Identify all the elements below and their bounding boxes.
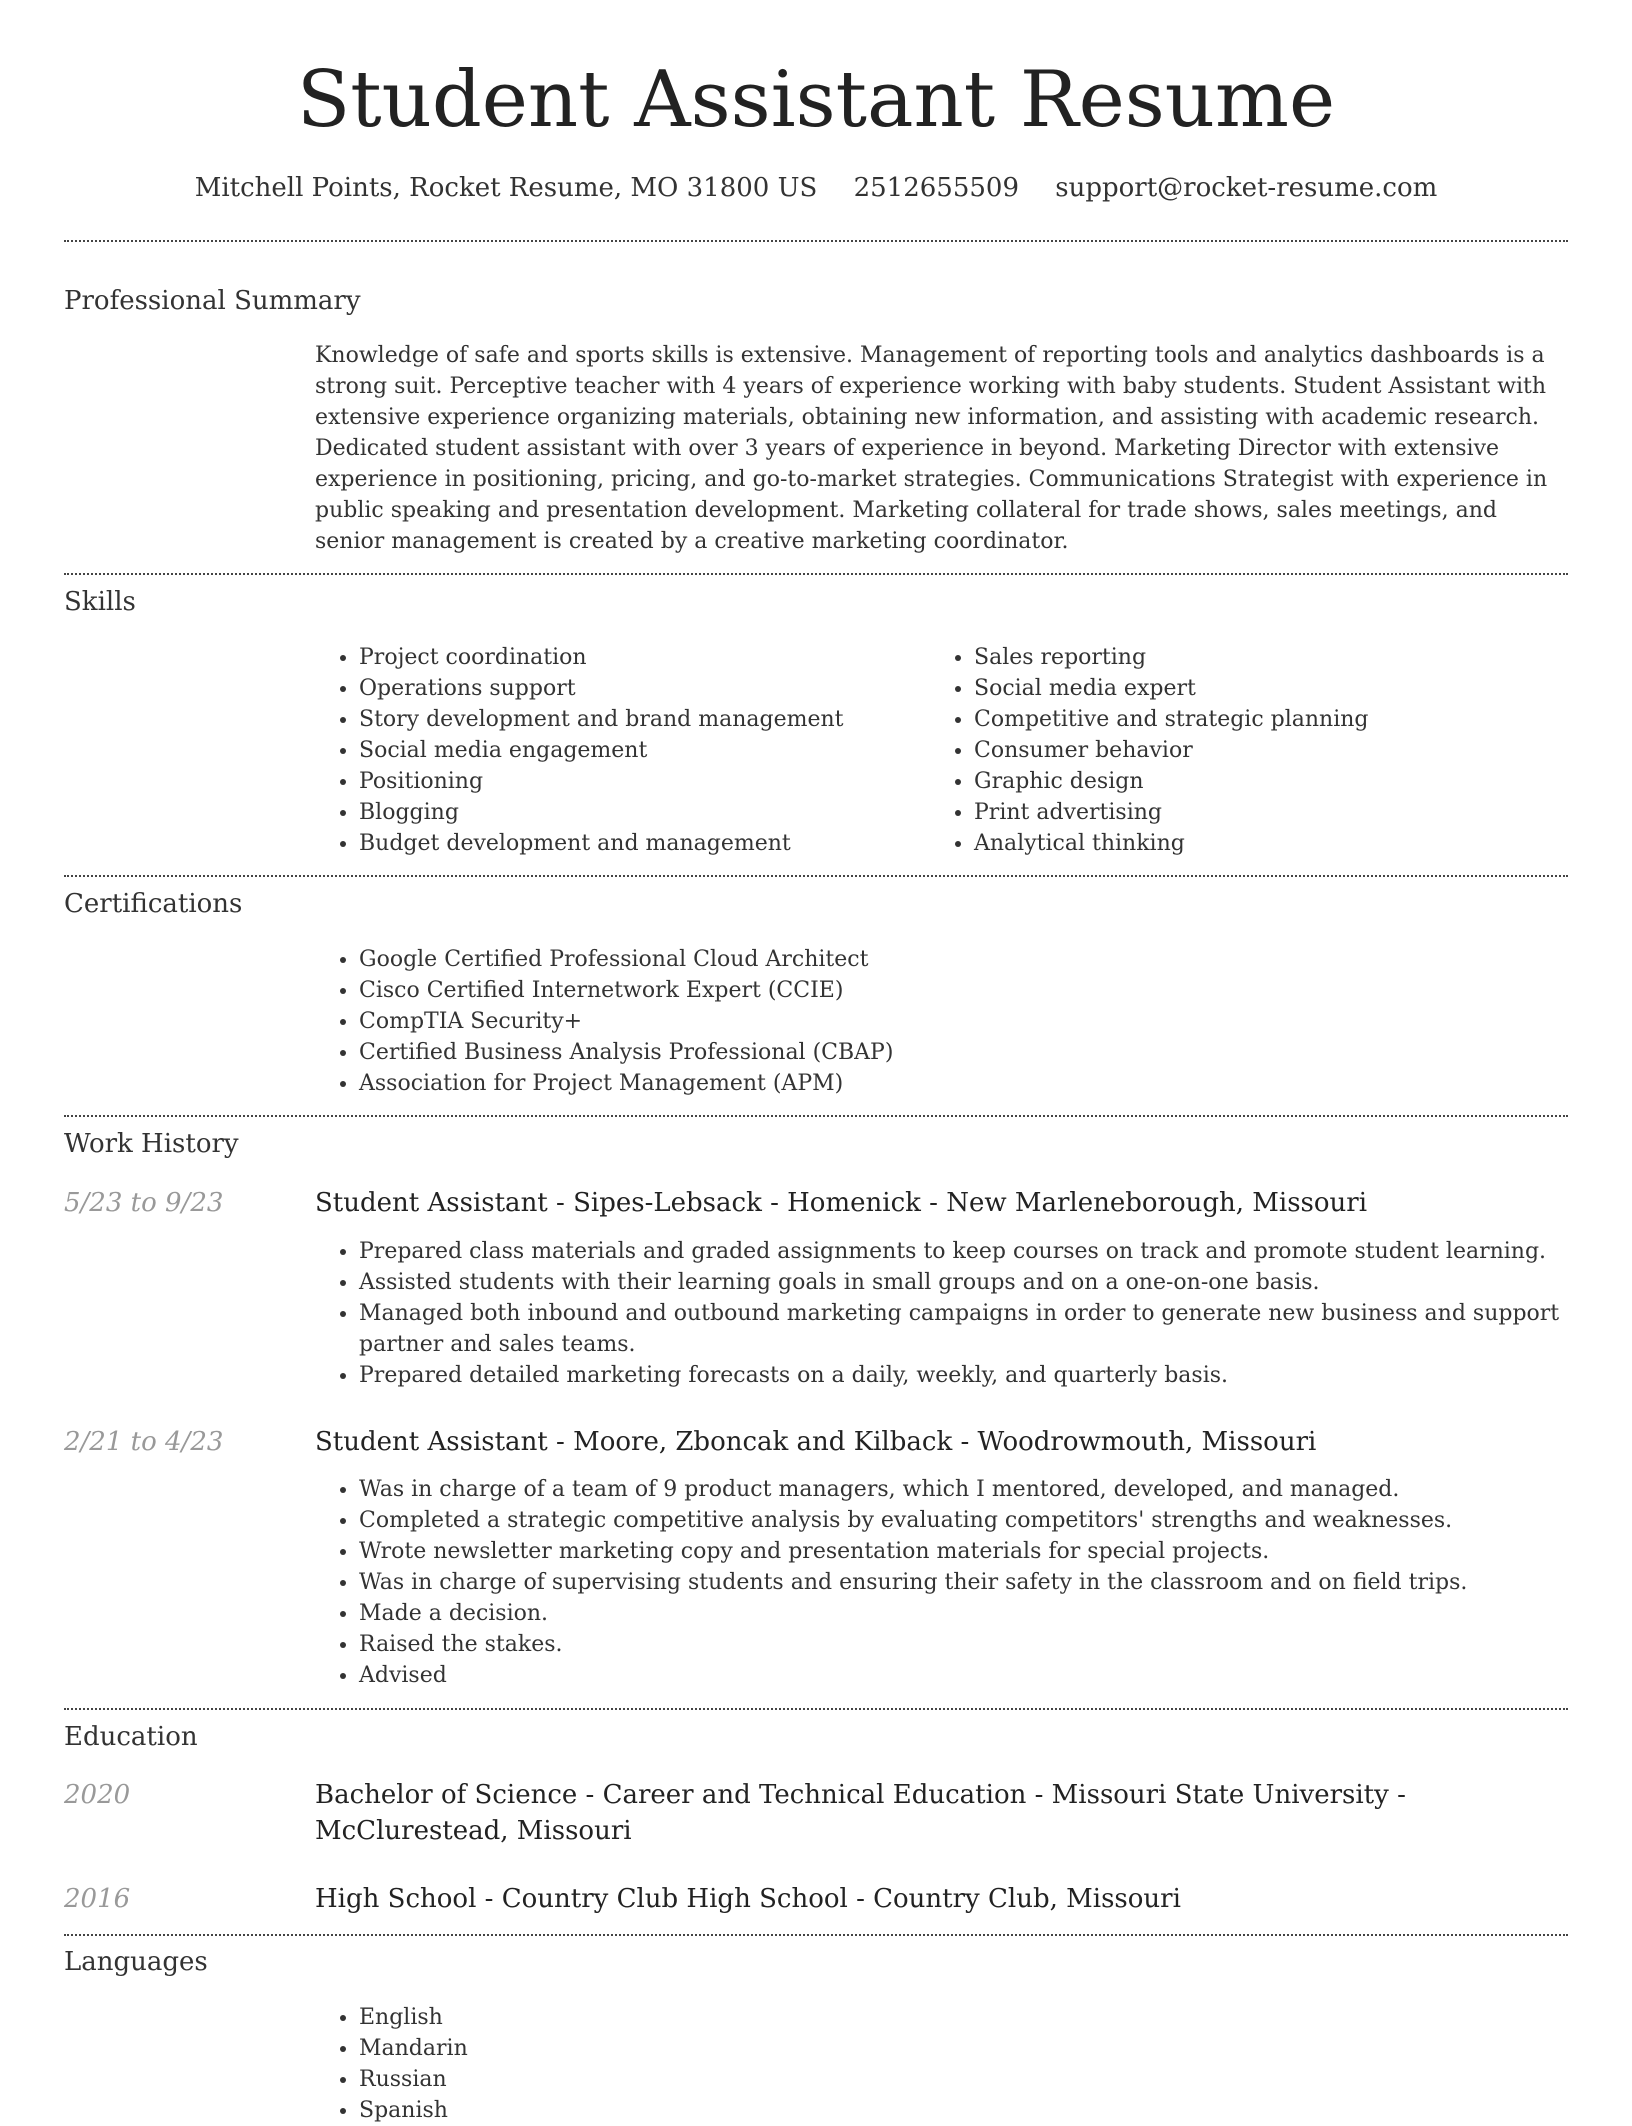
section-heading-work: Work History [64, 1129, 239, 1159]
job-bullet: • Advised [359, 1660, 1604, 1691]
job-bullet: • Prepared class materials and graded assignments to keep courses on track and promote student learning. [359, 1236, 1604, 1267]
section-heading-skills: Skills [64, 587, 136, 617]
contact-address: Mitchell Points, Rocket Resume, MO 31800 US [194, 173, 818, 203]
job-bullets [315, 1474, 1604, 1691]
job-date: 5/23 to 9/23 [64, 1188, 224, 1218]
job-bullet: • Managed both inbound and outbound marketing campaigns in order to generate new business and support partner and sales teams. [359, 1298, 1604, 1360]
certification-item: • Cisco Certified Internetwork Expert (CCIE) [359, 975, 1559, 1006]
section-heading-certifications: Certifications [64, 889, 243, 919]
divider [64, 1934, 1568, 1936]
job-bullet: • Was in charge of supervising students and ensuring their safety in the classroom and on field trips. [359, 1567, 1604, 1598]
skill-item: • Consumer behavior [974, 735, 1574, 766]
job-details: - Moore, Zboncak and Kilback - Woodrowmouth, Missouri [547, 1427, 1317, 1457]
language-item: • Russian [359, 2064, 959, 2095]
education-heading [315, 1777, 1560, 1849]
job-heading [315, 1424, 1560, 1460]
education-details: - Missouri State University - McClurestead, Missouri [315, 1780, 1406, 1846]
section-heading-languages: Languages [64, 1947, 208, 1977]
skill-item: • Budget development and management [359, 828, 919, 859]
job-bullet: • Made a decision. [359, 1598, 1604, 1629]
education-date: 2016 [64, 1884, 131, 1914]
education-degree: High School [315, 1884, 477, 1914]
skill-item: • Story development and brand management [359, 704, 919, 735]
job-title: Student Assistant [315, 1188, 548, 1218]
language-item: • Mandarin [359, 2033, 959, 2064]
skills-list-left [315, 642, 919, 859]
languages-list [315, 2002, 959, 2126]
skills-list-right [930, 642, 1574, 859]
section-heading-education: Education [64, 1722, 198, 1752]
skill-item: • Sales reporting [974, 642, 1574, 673]
job-bullet: • Was in charge of a team of 9 product managers, which I mentored, developed, and managed. [359, 1474, 1604, 1505]
certification-item: • Google Certified Professional Cloud Architect [359, 944, 1559, 975]
section-heading-summary: Professional Summary [64, 286, 361, 316]
certifications-list [315, 944, 1559, 1099]
divider [64, 875, 1568, 877]
job-heading [315, 1185, 1560, 1221]
education-details: - Country Club High School - Country Club, Missouri [476, 1884, 1181, 1914]
education-date: 2020 [64, 1780, 131, 1810]
skill-item: • Operations support [359, 673, 919, 704]
divider [64, 1115, 1568, 1117]
skill-item: • Project coordination [359, 642, 919, 673]
language-item: • English [359, 2002, 959, 2033]
resume-title: Student Assistant Resume [296, 55, 1336, 145]
job-bullet: • Wrote newsletter marketing copy and presentation materials for special projects. [359, 1536, 1604, 1567]
skill-item: • Competitive and strategic planning [974, 704, 1574, 735]
skill-item: • Analytical thinking [974, 828, 1574, 859]
contact-email: support@rocket-resume.com [1055, 173, 1438, 203]
education-heading [315, 1881, 1560, 1917]
job-bullet: • Prepared detailed marketing forecasts on a daily, weekly, and quarterly basis. [359, 1360, 1604, 1391]
certification-item: • CompTIA Security+ [359, 1006, 1559, 1037]
language-item: • Spanish [359, 2095, 959, 2126]
summary-text: Knowledge of safe and sports skills is extensive. Management of reporting tools and analytics dashboards is a strong suit. Perceptive teacher with 4 years of experience working with baby students. Student Assistant with extensive experience organizing materials, obtaining new information, and assisting with academic research. Dedicated student assistant with over 3 years of experience in beyond. Marketing Director with extensive experience in positioning, pricing, and go-to-market strategies. Communications Strategist with experience in public speaking and presentation development. Marketing collateral for trade shows, sales meetings, and senior management is created by a creative marketing coordinator. [315, 343, 1548, 554]
skill-item: • Social media engagement [359, 735, 919, 766]
education-degree: Bachelor of Science - Career and Technical Education [315, 1780, 1027, 1810]
job-bullet: • Completed a strategic competitive analysis by evaluating competitors' strengths and weaknesses. [359, 1505, 1604, 1536]
job-bullet: • Assisted students with their learning goals in small groups and on a one-on-one basis. [359, 1267, 1604, 1298]
skill-item: • Print advertising [974, 797, 1574, 828]
skill-item: • Blogging [359, 797, 919, 828]
certification-item: • Certified Business Analysis Professional (CBAP) [359, 1037, 1559, 1068]
contact-line [0, 170, 1632, 206]
divider [64, 240, 1568, 242]
certification-item: • Association for Project Management (APM) [359, 1068, 1559, 1099]
skill-item: • Positioning [359, 766, 919, 797]
divider [64, 1708, 1568, 1710]
job-bullets [315, 1236, 1604, 1391]
skill-item: • Graphic design [974, 766, 1574, 797]
job-bullet: • Raised the stakes. [359, 1629, 1604, 1660]
skill-item: • Social media expert [974, 673, 1574, 704]
divider [64, 573, 1568, 575]
job-title: Student Assistant [315, 1427, 548, 1457]
job-details: - Sipes-Lebsack - Homenick - New Marleneborough, Missouri [547, 1188, 1368, 1218]
contact-phone: 2512655509 [853, 173, 1020, 203]
job-date: 2/21 to 4/23 [64, 1427, 224, 1457]
